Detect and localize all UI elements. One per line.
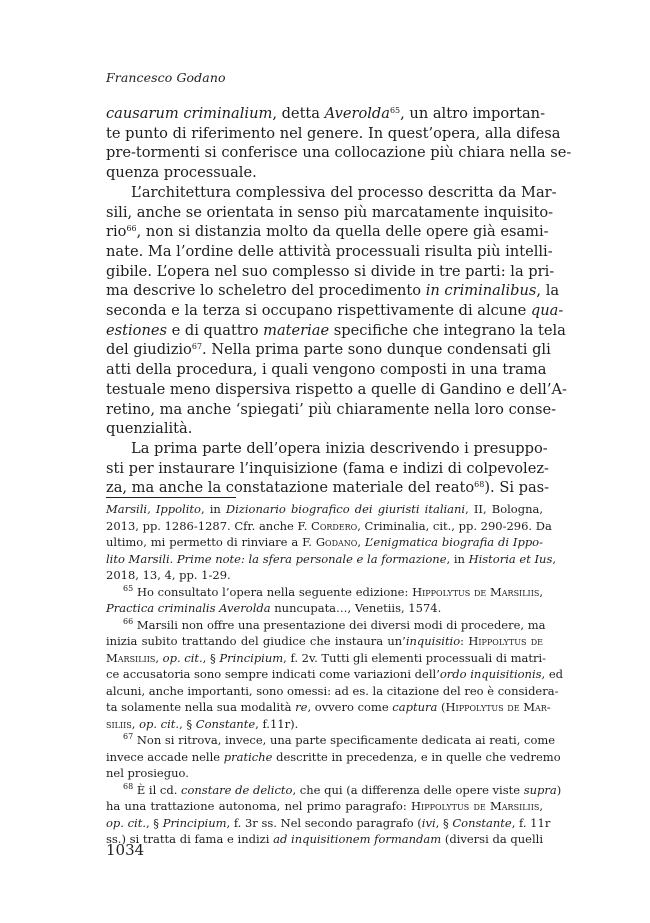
footnote-line: invece accade nelle pratiche descritte in precedenza, e in quelle che vedremo xyxy=(106,749,561,764)
body-line: te punto di riferimento nel genere. In quest’opera, alla difesa xyxy=(106,124,561,142)
footnote-line: lito Marsili. Prime note: la sfera personale e la formazione, in Historia et Ius, xyxy=(106,551,557,566)
footnote-line: nel prosieguo. xyxy=(106,766,189,780)
body-line: La prima parte dell’opera inizia descrivendo i presuppo- xyxy=(131,439,548,457)
footnote-line: 2018, 13, 4, pp. 1-29. xyxy=(106,568,231,582)
footnote-line: ultimo, mi permetto di rinviare a F. Godano, L’enigmatica biografia di Ippo- xyxy=(106,535,543,549)
footnote-line: 2013, pp. 1286-1287. Cfr. anche F. Cordero, Criminalia, cit., pp. 290-296. Da xyxy=(106,518,552,533)
body-line: atti della procedura, i quali vengono composti in una trama xyxy=(106,361,547,379)
footnote-line: $^{66}$ Marsili non offre una presentazione dei diversi modi di procedere, ma xyxy=(123,616,546,632)
footnote-line: Marsiliis, op. cit., § Principium, f. 2v. Tutti gli elementi processuali di matri- xyxy=(106,650,547,665)
footnote-line: inizia subito trattando del giudice che instaura un’inquisitio: Hippolytus de xyxy=(106,634,544,648)
footnote-separator xyxy=(106,497,236,498)
footnote-line: op. cit., § Principium, f. 3r ss. Nel secondo paragrafo (ivi, § Constante, f. 11r xyxy=(106,815,551,830)
footnote-line: $^{67}$ Non si ritrova, invece, una parte specificamente dedicata ai reati, come xyxy=(123,732,556,747)
footnote-line: siliis, op. cit., § Constante, f.11r). xyxy=(106,716,299,731)
body-line: retino, ma anche ‘spiegati’ più chiaramente nella loro conse- xyxy=(106,400,557,418)
running-header xyxy=(106,70,226,85)
body-line: seconda e la terza si occupano rispettivamente di alcune qua- xyxy=(106,302,564,320)
footnote-line: Practica criminalis Averolda nuncupata…, Venetiis, 1574. xyxy=(106,601,442,615)
footnote-line: ha una trattazione autonoma, nel primo paragrafo: Hippolytus de Marsiliis, xyxy=(106,799,543,813)
body-line: pre-tormenti si conferisce una collocazione più chiara nella se- xyxy=(106,144,572,162)
body-line: causarum criminalium, detta Averolda$^{65}$, un altro importan- xyxy=(106,105,545,122)
body-line: testuale meno dispersiva rispetto a quelle di Gandino e dell’A- xyxy=(106,380,567,398)
body-line: ma descrive lo scheletro del procedimento in criminalibus, la xyxy=(106,282,560,300)
body-line: quenza processuale. xyxy=(106,164,257,182)
footnote-line: ce accusatoria sono sempre indicati come variazioni dell’ordo inquisitionis, ed xyxy=(106,667,564,681)
footnote-line: ss.) si tratta di fama e indizi ad inquisitionem formandam (diversi da quelli xyxy=(106,832,543,846)
body-line: del giudizio$^{67}$. Nella prima parte sono dunque condensati gli xyxy=(106,341,551,359)
footnote-line: ta solamente nella sua modalità re, ovvero come captura (Hippolytus de Mar- xyxy=(106,700,551,714)
body-line: estiones e di quattro materiae specifiche che integrano la tela xyxy=(106,321,566,339)
main-text xyxy=(106,104,572,498)
footnote-line: $^{68}$ È il cd. constare de delicto, che qui (a differenza delle opere viste supra) xyxy=(123,781,562,797)
body-line: za, ma anche la constatazione materiale del reato$^{68}$). Si pas- xyxy=(106,479,550,497)
body-line: sti per instaurare l’inquisizione (fama e indizi di colpevolez- xyxy=(106,459,549,477)
body-line: quenzialità. xyxy=(106,420,193,438)
page-number-text: 1034 xyxy=(106,841,145,859)
footnote-line: Marsili, Ippolito, in Dizionario biografico dei giuristi italiani, II, Bologna, xyxy=(106,502,544,516)
footnote-line: alcuni, anche importanti, sono omessi: ad es. la citazione del reo è considera- xyxy=(106,683,559,698)
body-line: nate. Ma l’ordine delle attività processuali risulta più intelli- xyxy=(106,242,553,260)
body-line: rio$^{66}$, non si distanzia molto da quella delle opere già esami- xyxy=(106,223,549,241)
footnotes xyxy=(106,501,564,848)
page-number xyxy=(106,841,144,859)
body-line: L’architettura complessiva del processo descritta da Mar- xyxy=(131,183,557,201)
running-header-author: Francesco Godano xyxy=(106,70,226,85)
body-line: gibile. L’opera nel suo complesso si divide in tre parti: la pri- xyxy=(106,262,555,280)
footnote-line: $^{65}$ Ho consultato l’opera nella seguente edizione: Hippolytus de Marsiliis, xyxy=(123,583,543,599)
body-line: sili, anche se orientata in senso più marcatamente inquisito- xyxy=(106,203,554,221)
